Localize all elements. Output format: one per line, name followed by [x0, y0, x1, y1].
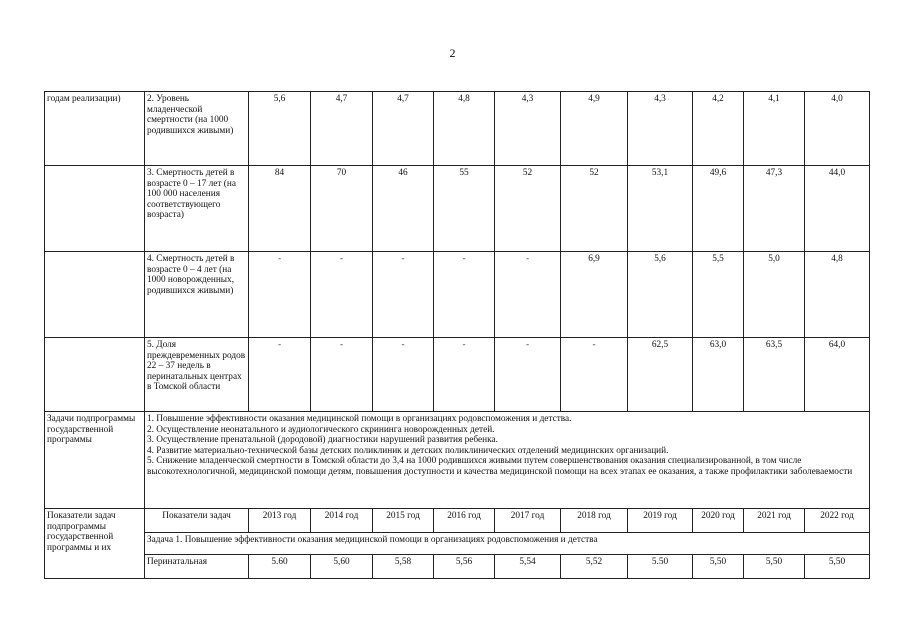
perinatal-row: [45, 555, 870, 579]
indicator-value: 4,9: [561, 92, 628, 166]
indicator-value: 63,5: [744, 338, 805, 412]
indicator-value: 5,5: [693, 252, 744, 338]
indicator-value: 62,5: [628, 338, 693, 412]
indicator-value: 5.50: [628, 555, 693, 579]
indicator-value: 63,0: [693, 338, 744, 412]
indicator-value: 5,56: [434, 555, 495, 579]
indicator-value: 4,0: [805, 92, 870, 166]
task1-title: Задача 1. Повышение эффективности оказания медицинской помощи в организациях родовспоможения и детства: [145, 533, 870, 555]
indicator-value: 4,8: [805, 252, 870, 338]
indicator-name: Перинатальная: [145, 555, 249, 579]
indicator-value: 49,6: [693, 166, 744, 252]
indicator-value: 44,0: [805, 166, 870, 252]
indicators-header-row: [45, 509, 870, 533]
header-year: 2014 год: [311, 509, 373, 533]
indicator-value: 5,50: [744, 555, 805, 579]
indicator-value: 5,50: [693, 555, 744, 579]
indicator-value: 5,54: [495, 555, 561, 579]
indicator-value: -: [311, 338, 373, 412]
header-indicators: Показатели задач: [145, 509, 249, 533]
indicator-value: -: [434, 252, 495, 338]
task-item: 2. Осуществление неонатального и аудиологического скрининга новорожденных детей.: [147, 424, 495, 435]
indicator-value: -: [373, 338, 434, 412]
indicator-value: 84: [249, 166, 311, 252]
indicator-value: -: [249, 338, 311, 412]
indicator-value: 53,1: [628, 166, 693, 252]
indicator-value: 5.60: [249, 555, 311, 579]
header-year: 2017 год: [495, 509, 561, 533]
task-item: 1. Повышение эффективности оказания медицинской помощи в организациях родовспоможения и детства.: [147, 414, 572, 424]
indicator-value: 4,3: [628, 92, 693, 166]
indicator-name: 5. Доля преждевременных родов 22 – 37 недель в перинатальных центрах в Томской области: [145, 338, 249, 412]
indicator-value: 5,6: [628, 252, 693, 338]
header-year: 2018 год: [561, 509, 628, 533]
indicator-value: -: [495, 338, 561, 412]
header-year: 2021 год: [744, 509, 805, 533]
indicator-value: 5,58: [373, 555, 434, 579]
task-item: 3. Осуществление пренатальной (дородовой) диагностики нарушений развития ребенка.: [147, 435, 498, 445]
section-label: годам реализации): [45, 92, 145, 166]
header-year: 2015 год: [373, 509, 434, 533]
program-indicators-table: [44, 91, 870, 579]
indicator-value: 52: [495, 166, 561, 252]
indicator-value: 55: [434, 166, 495, 252]
indicator-value: 6,9: [561, 252, 628, 338]
indicator-value: 4,7: [373, 92, 434, 166]
tasks-row: [45, 412, 870, 509]
task1-row: [45, 533, 870, 555]
indicator-row: [45, 166, 870, 252]
header-year: 2020 год: [693, 509, 744, 533]
indicator-row: [45, 252, 870, 338]
indicator-row: [45, 92, 870, 166]
task-item: 5. Снижение младенческой смертности в Томской области до 3,4 на 1000 родившихся живыми путем совершенствования оказания специализированной, в том числе высокотехнологичной, медицинской помощи детям, повышения доступности и качества медицинской помощи на всех этапах ее оказания, а также профилактики заболеваемости: [147, 456, 853, 477]
indicator-value: -: [249, 252, 311, 338]
indicator-name: 2. Уровень младенческой смертности (на 1000 родившихся живыми): [145, 92, 249, 166]
indicator-value: 47,3: [744, 166, 805, 252]
indicator-value: 5,50: [805, 555, 870, 579]
indicator-name: 3. Смертность детей в возрасте 0 – 17 лет (на 100 000 населения соответствующего возраста): [145, 166, 249, 252]
tasks-label: Задачи подпрограммы государственной программы: [45, 412, 145, 509]
indicator-value: 4,2: [693, 92, 744, 166]
header-year: 2022 год: [805, 509, 870, 533]
indicator-value: -: [373, 252, 434, 338]
indicator-value: 4,8: [434, 92, 495, 166]
indicator-value: -: [495, 252, 561, 338]
indicator-value: -: [434, 338, 495, 412]
indicator-value: 4,3: [495, 92, 561, 166]
indicator-value: 4,1: [744, 92, 805, 166]
indicator-value: 4,7: [311, 92, 373, 166]
section-label: [45, 252, 145, 338]
indicator-value: 46: [373, 166, 434, 252]
indicator-row: [45, 338, 870, 412]
indicators-label: Показатели задач подпрограммы государственной программы и их: [45, 509, 145, 579]
indicator-name: 4. Смертность детей в возрасте 0 – 4 лет (на 1000 новорожденных, родившихся живыми): [145, 252, 249, 338]
section-label: [45, 166, 145, 252]
header-year: 2019 год: [628, 509, 693, 533]
indicator-value: -: [561, 338, 628, 412]
header-year: 2013 год: [249, 509, 311, 533]
indicator-value: 70: [311, 166, 373, 252]
indicator-value: -: [311, 252, 373, 338]
header-year: 2016 год: [434, 509, 495, 533]
task-item: 4. Развитие материально-технической базы детских поликлиник и детских поликлинических отделений медицинских организаций.: [147, 445, 669, 456]
indicator-value: 5,0: [744, 252, 805, 338]
page-number: 2: [449, 46, 456, 60]
indicator-value: 5,6: [249, 92, 311, 166]
indicator-value: 5,60: [311, 555, 373, 579]
indicator-value: 5,52: [561, 555, 628, 579]
tasks-list: [145, 412, 870, 509]
indicator-value: 52: [561, 166, 628, 252]
indicator-value: 64,0: [805, 338, 870, 412]
section-label: [45, 338, 145, 412]
